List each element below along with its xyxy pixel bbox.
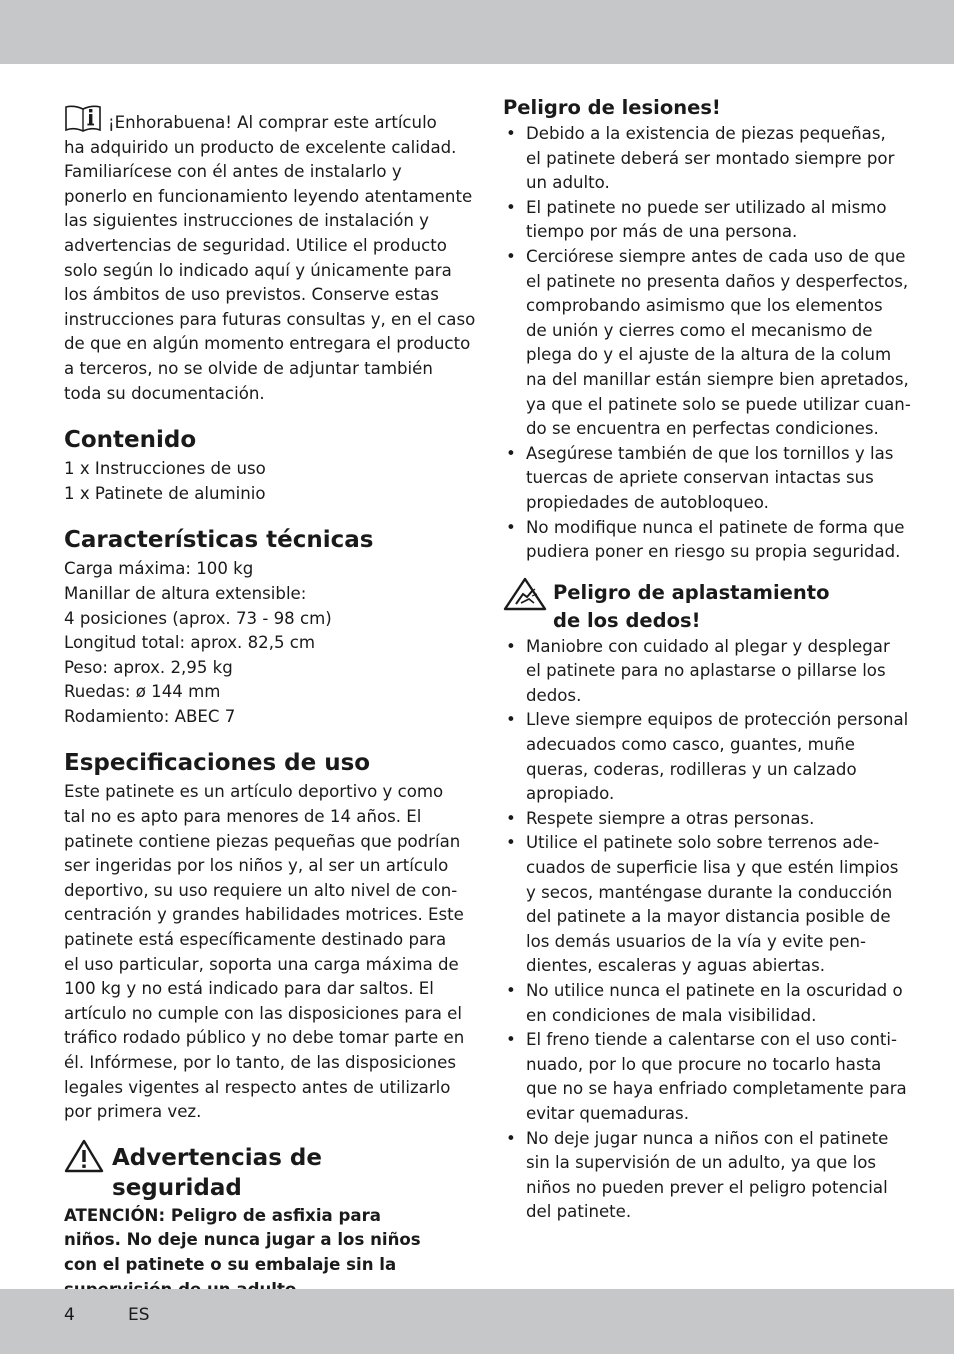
intro-line: las siguientes instrucciones de instalación y bbox=[64, 211, 429, 231]
contenido-heading: Contenido bbox=[64, 427, 197, 454]
bullet-item bbox=[503, 1127, 898, 1225]
bullet-line: • No deje jugar nunca a niños con el patinete bbox=[526, 1128, 889, 1148]
bullet-line: sin la supervisión de un adulto, ya que los bbox=[526, 1153, 877, 1173]
intro-paragraph bbox=[64, 104, 476, 406]
bullet-line: comprobando asimismo que los elementos bbox=[526, 296, 883, 316]
language-code: ES bbox=[128, 1305, 150, 1325]
bullet-item bbox=[503, 979, 903, 1028]
bullet-line: ya que el patinete solo se puede utilizar cuan- bbox=[526, 394, 911, 414]
intro-line: ponerlo en funcionamiento leyendo atentamente bbox=[64, 186, 473, 206]
caracteristicas-section bbox=[64, 525, 456, 729]
especificaciones-line: tráfico rodado público y no debe tomar parte en bbox=[64, 1028, 465, 1048]
bullet-line: adecuados como casco, guantes, muñe bbox=[526, 735, 856, 755]
spec-line: Peso: aprox. 2,95 kg bbox=[64, 657, 233, 677]
advertencias-section bbox=[64, 1139, 456, 1302]
bullet-item bbox=[503, 807, 898, 832]
bullet-line: • Lleve siempre equipos de protección personal bbox=[526, 710, 909, 730]
bullet-line: pudiera poner en riesgo su propia seguridad. bbox=[526, 542, 901, 562]
bullet-item bbox=[503, 516, 905, 565]
intro-line: los ámbitos de uso previstos. Conserve estas bbox=[64, 285, 439, 305]
intro-line: ha adquirido un producto de excelente calidad. bbox=[64, 137, 457, 157]
contenido-item: 1 x Patinete de aluminio bbox=[64, 483, 266, 503]
bullet-line: • Cerciórese siempre antes de cada uso de que bbox=[526, 246, 906, 266]
warning-triangle-icon bbox=[64, 1139, 104, 1173]
bullet-line: de unión y cierres como el mecanismo de bbox=[526, 320, 873, 340]
bullet-line: do se encuentra en perfectas condiciones. bbox=[526, 419, 879, 439]
advertencias-heading: Advertencias de seguridad bbox=[112, 1144, 322, 1201]
contenido-section bbox=[64, 425, 456, 506]
especificaciones-line: patinete está específicamente destinado para bbox=[64, 930, 447, 950]
spec-line: Longitud total: aprox. 82,5 cm bbox=[64, 633, 316, 653]
bullet-line: • Respete siempre a otras personas. bbox=[526, 808, 815, 828]
bullet-line: • No modifique nunca el patinete de forma que bbox=[526, 517, 905, 537]
especificaciones-heading: Especificaciones de uso bbox=[64, 750, 371, 777]
bullet-item bbox=[503, 635, 898, 709]
especificaciones-line: Este patinete es un artículo deportivo y como bbox=[64, 782, 444, 802]
page-number: 4 bbox=[64, 1305, 75, 1325]
aplastamiento-section bbox=[503, 577, 909, 1225]
warning-line: niños. No deje nunca jugar a los niños bbox=[64, 1230, 421, 1250]
lesiones-list bbox=[503, 122, 911, 565]
especificaciones-line: legales vigentes al respecto antes de utilizarlo bbox=[64, 1077, 451, 1097]
bullet-line: • Maniobre con cuidado al plegar y desplegar bbox=[526, 636, 890, 656]
aplastamiento-list bbox=[503, 635, 909, 1225]
bullet-line: evitar quemaduras. bbox=[526, 1103, 689, 1123]
bullet-item bbox=[503, 831, 898, 979]
especificaciones-line: 100 kg y no está indicado para dar saltos. El bbox=[64, 979, 434, 999]
bullet-line: plega do y el ajuste de la altura de la colum bbox=[526, 345, 892, 365]
info-book-icon bbox=[64, 104, 102, 132]
bullet-line: que no se haya enfriado completamente para bbox=[526, 1079, 907, 1099]
bullet-item bbox=[503, 1028, 907, 1126]
bullet-line: queras, coderas, rodilleras y un calzado bbox=[526, 759, 857, 779]
especificaciones-line: ser ingeridas por los niños y, al ser un artículo bbox=[64, 856, 449, 876]
right-column bbox=[503, 94, 911, 1225]
bullet-item bbox=[503, 196, 898, 245]
spec-line: Rodamiento: ABEC 7 bbox=[64, 706, 236, 726]
aplastamiento-heading bbox=[553, 577, 830, 635]
especificaciones-line: el uso particular, soporta una carga máxima de bbox=[64, 954, 459, 974]
contenido-item: 1 x Instrucciones de uso bbox=[64, 459, 266, 479]
bullet-line: dientes, escaleras y aguas abiertas. bbox=[526, 956, 825, 976]
especificaciones-line: artículo no cumple con las disposiciones para el bbox=[64, 1003, 462, 1023]
header-band bbox=[0, 0, 954, 64]
especificaciones-line: patinete contiene piezas pequeñas que podrían bbox=[64, 831, 461, 851]
warning-line: con el patinete o su embalaje sin la bbox=[64, 1254, 397, 1274]
bullet-line: • Utilice el patinete solo sobre terrenos ade- bbox=[526, 833, 880, 853]
intro-line: de que en algún momento entregara el producto bbox=[64, 334, 471, 354]
bullet-line: • El patinete no puede ser utilizado al mismo bbox=[526, 197, 887, 217]
finger-crush-warning-icon bbox=[503, 577, 547, 611]
bullet-line: • Debido a la existencia de piezas pequeñas, bbox=[526, 124, 886, 143]
intro-line: Familiarícese con él antes de instalarlo y bbox=[64, 162, 402, 182]
bullet-item bbox=[503, 122, 898, 196]
bullet-item bbox=[503, 442, 898, 516]
spec-line: Manillar de altura extensible: bbox=[64, 583, 307, 603]
bullet-line: y secos, manténgase durante la conducción bbox=[526, 882, 893, 902]
bullet-line: del patinete. bbox=[526, 1202, 632, 1222]
intro-line: ¡Enhorabuena! Al comprar este artículo bbox=[64, 104, 456, 136]
bullet-line: del patinete a la mayor distancia posible de bbox=[526, 907, 891, 927]
bullet-line: niños no pueden prever el peligro potencial bbox=[526, 1177, 888, 1197]
bullet-line: cuados de superficie lisa y que estén limpios bbox=[526, 858, 899, 878]
bullet-item bbox=[503, 245, 911, 442]
bullet-line: un adulto. bbox=[526, 173, 610, 193]
caracteristicas-heading: Características técnicas bbox=[64, 527, 374, 554]
intro-line: solo según lo indicado aquí y únicamente para bbox=[64, 260, 452, 280]
bullet-line: tuercas de apriete conservan intactas sus bbox=[526, 468, 874, 488]
intro-line: a terceros, no se olvide de adjuntar también bbox=[64, 358, 433, 378]
bullet-line: el patinete deberá ser montado siempre por bbox=[526, 148, 895, 168]
lesiones-heading: Peligro de lesiones! bbox=[503, 96, 721, 119]
aplastamiento-heading-line: de los dedos! bbox=[553, 608, 701, 632]
intro-line: advertencias de seguridad. Utilice el producto bbox=[64, 235, 447, 255]
bullet-line: • No utilice nunca el patinete en la oscuridad o bbox=[526, 981, 903, 1000]
especificaciones-line: centración y grandes habilidades motrices. Este bbox=[64, 905, 464, 925]
lesiones-section bbox=[503, 94, 911, 565]
intro-line: instrucciones para futuras consultas y, en el caso bbox=[64, 309, 476, 329]
bullet-line: dedos. bbox=[526, 685, 582, 705]
spec-line: 4 posiciones (aprox. 73 - 98 cm) bbox=[64, 608, 332, 628]
spec-line: Carga máxima: 100 kg bbox=[64, 559, 254, 579]
especificaciones-line: tal no es apto para menores de 14 años. El bbox=[64, 807, 422, 827]
bullet-line: tiempo por más de una persona. bbox=[526, 222, 798, 242]
spec-line: Ruedas: ø 144 mm bbox=[64, 682, 221, 702]
bullet-line: apropiado. bbox=[526, 784, 615, 804]
bullet-line: na del manillar están siempre bien apretados, bbox=[526, 369, 909, 389]
aplastamiento-heading-line: Peligro de aplastamiento bbox=[553, 580, 830, 604]
bullet-line: en condiciones de mala visibilidad. bbox=[526, 1005, 817, 1025]
bullet-line: propiedades de autobloqueo. bbox=[526, 492, 769, 512]
bullet-line: el patinete no presenta daños y desperfectos, bbox=[526, 271, 909, 291]
especificaciones-section bbox=[64, 748, 465, 1124]
warning-line: ATENCIÓN: Peligro de asfixia para bbox=[64, 1205, 381, 1225]
intro-line: toda su documentación. bbox=[64, 383, 265, 403]
bullet-line: nuado, por lo que procure no tocarlo hasta bbox=[526, 1054, 882, 1074]
bullet-line: • El freno tiende a calentarse con el uso conti- bbox=[526, 1030, 898, 1050]
left-column bbox=[64, 94, 476, 1302]
bullet-item bbox=[503, 708, 909, 806]
bullet-line: • Asegúrese también de que los tornillos y las bbox=[526, 443, 894, 463]
especificaciones-line: deportivo, su uso requiere un alto nivel de con- bbox=[64, 880, 458, 900]
bullet-line: los demás usuarios de la vía y evite pen- bbox=[526, 931, 866, 951]
bullet-line: el patinete para no aplastarse o pillarse los bbox=[526, 661, 886, 681]
especificaciones-line: él. Infórmese, por lo tanto, de las disposiciones bbox=[64, 1053, 457, 1072]
especificaciones-line: por primera vez. bbox=[64, 1102, 202, 1122]
